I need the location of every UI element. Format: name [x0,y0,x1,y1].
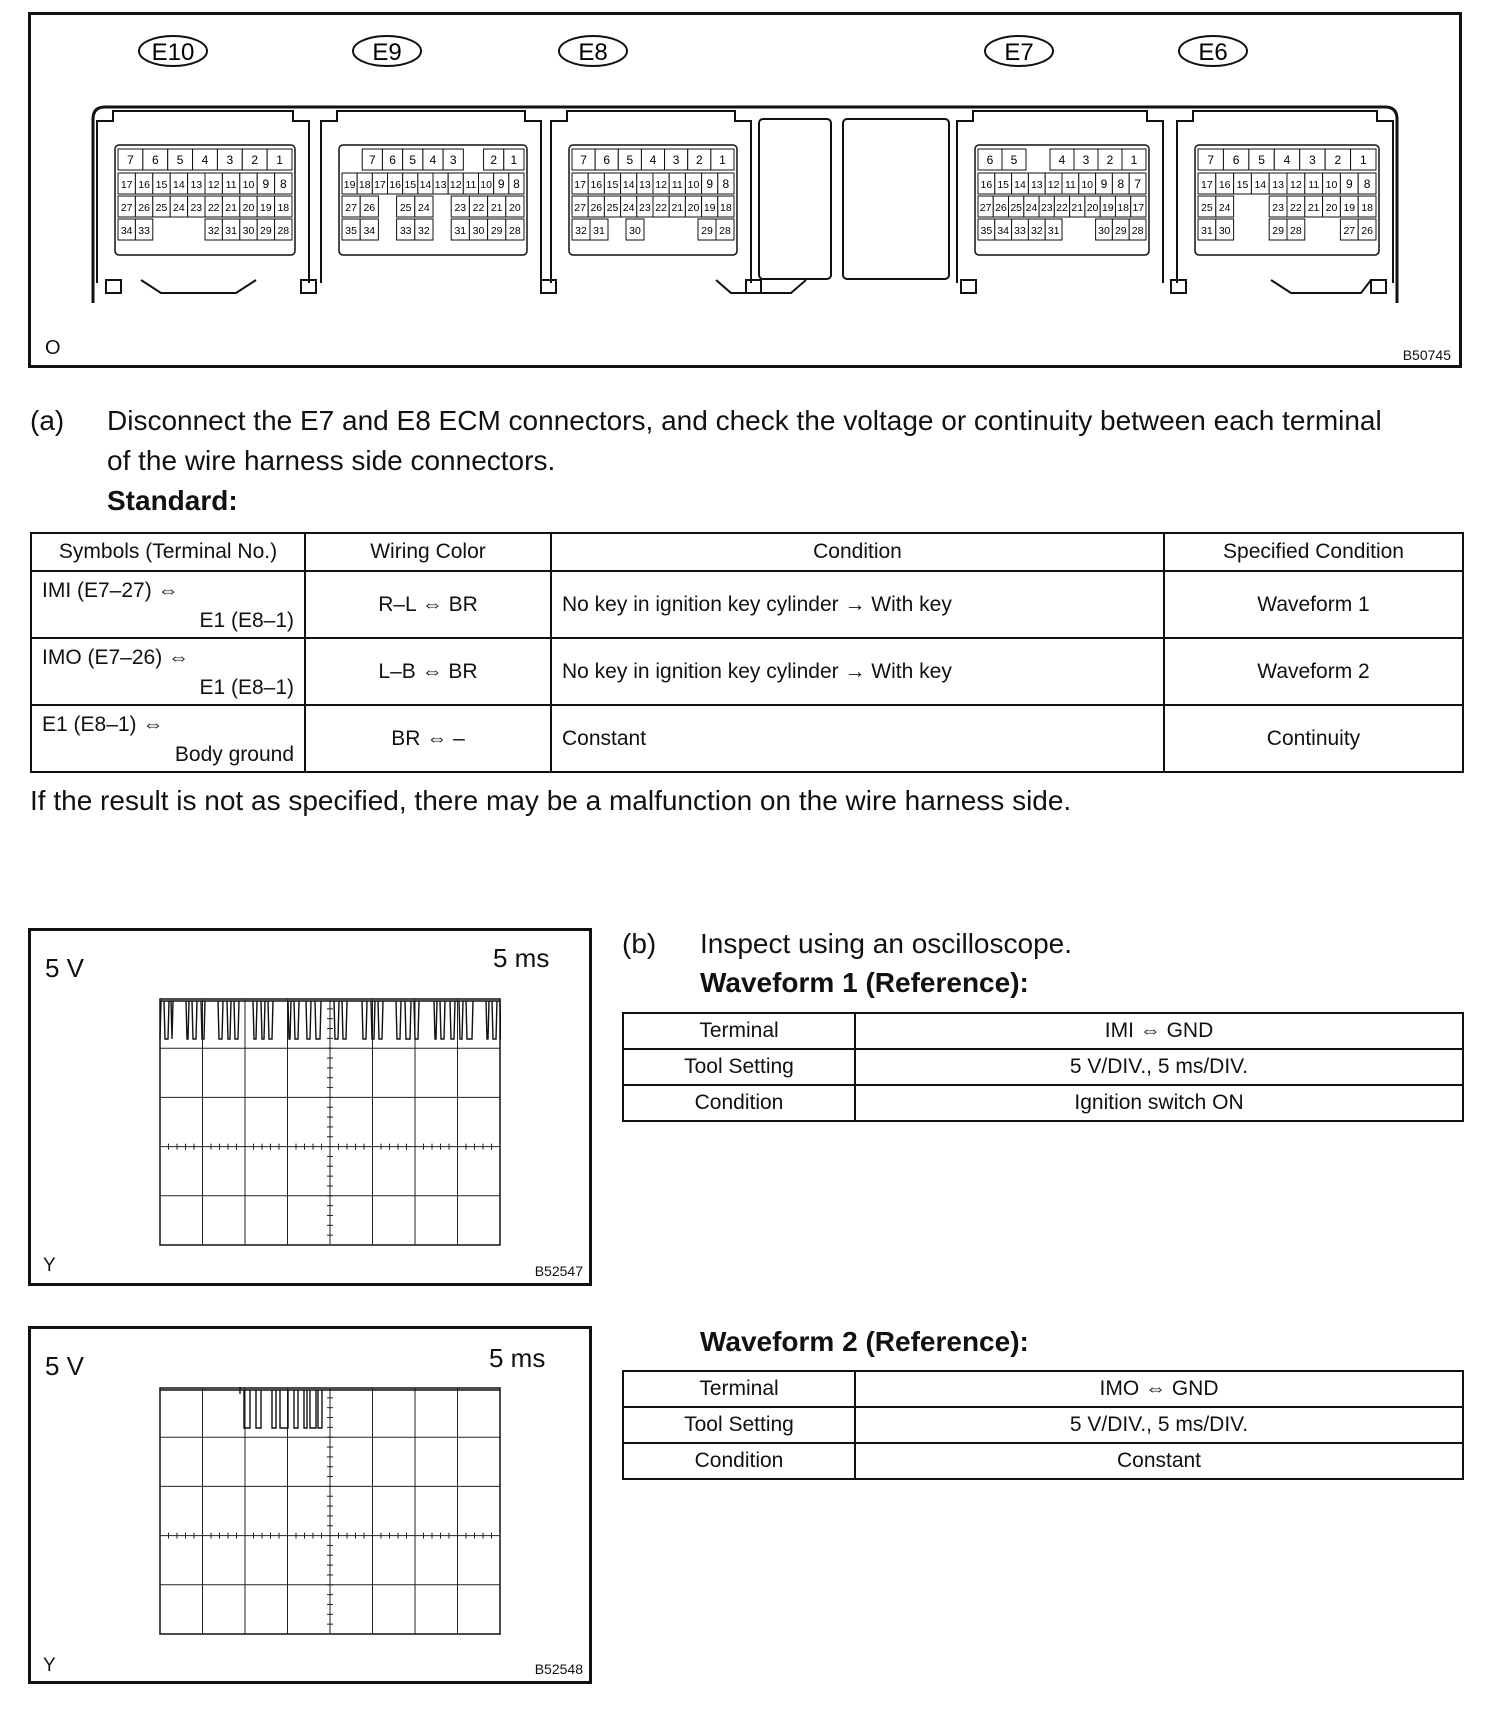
terminal-number: 14 [419,179,432,191]
terminal-number: 12 [1047,179,1060,191]
terminal-number: 29 [260,225,272,237]
terminal-number: 14 [622,179,635,191]
terminal-number: 34 [363,225,376,237]
terminal-number: 31 [1047,225,1060,237]
terminal-number: 31 [225,225,237,237]
terminal-number: 22 [655,202,667,214]
row-label: Condition [623,1085,855,1121]
terminal-number: 2 [695,153,703,167]
step-a-text-line1: Disconnect the E7 and E8 ECM connectors, and check the voltage or continuity between each terminal [107,405,1382,436]
terminal-number: 28 [1131,225,1144,237]
terminal-number: 9 [1100,177,1108,191]
symbol-line1: IMI (E7–27) ⇔ [42,578,179,602]
terminal-number: 21 [671,202,684,214]
terminal-number: 16 [1218,179,1231,191]
wiring-color: R–L ⇔ BR [305,571,551,638]
terminal-number: 18 [277,202,290,214]
table-row [31,571,1463,638]
header-specified-condition: Specified Condition [1164,533,1463,571]
row-label: Terminal [623,1013,855,1049]
terminal-number: 12 [449,179,462,191]
terminal-number: 13 [190,179,203,191]
terminal-number: 19 [343,179,356,191]
connector-latch [141,280,256,293]
terminal-number: 30 [1218,225,1231,237]
terminal-number: 33 [138,225,150,237]
connector-label [1179,36,1247,66]
terminal-number: 2 [1334,153,1342,167]
terminal-number: 26 [363,202,376,214]
blank-socket [759,119,831,279]
terminal-number: 6 [986,153,994,167]
terminal-number: 18 [720,202,732,214]
row-value: IMO ⇔ GND [855,1371,1463,1407]
terminal-number: 32 [1030,225,1043,237]
terminal-number: 10 [480,179,492,191]
terminal-number: 7 [580,153,587,167]
table-row [623,1013,1463,1049]
condition: No key in ignition key cylinder → With key [551,571,1164,638]
terminal-number: 1 [276,153,283,167]
terminal-number: 2 [1106,153,1114,167]
terminal-number: 26 [1361,225,1373,237]
terminal-number: 24 [418,202,430,214]
terminal-number: 12 [1290,179,1302,191]
blank-socket [843,119,949,279]
terminal-number: 19 [703,202,716,214]
standard-table-header [31,533,1463,571]
terminal-number: 11 [465,179,477,191]
terminal-number: 32 [575,225,587,237]
waveform-1-graph [159,998,501,1246]
terminal-number: 13 [639,179,651,191]
terminal-number: 24 [1218,202,1231,214]
terminal-number: 17 [1201,179,1213,191]
terminal-number: 32 [207,225,220,237]
ecm-connector-drawing [31,15,1459,365]
connector-label-text: E6 [1198,39,1228,66]
terminal-number: 20 [1086,202,1099,214]
terminal-number: 23 [190,202,203,214]
terminal-number: 21 [1307,202,1320,214]
terminal-number: 22 [207,202,220,214]
table-row [623,1443,1463,1479]
terminal-number: 2 [490,153,498,167]
waveform-2-heading: Waveform 2 (Reference): [700,1326,1029,1357]
terminal-number: 8 [1117,177,1125,191]
terminal-number: 3 [1309,153,1316,167]
terminal-number: 30 [472,225,485,237]
connector-label [559,36,627,66]
terminal-number: 14 [1254,179,1267,191]
terminal-number: 11 [225,179,237,191]
terminal-number: 33 [399,225,412,237]
terminal-number: 31 [593,225,605,237]
terminal-number: 4 [649,153,657,167]
table-row [623,1407,1463,1443]
terminal-number: 14 [173,179,185,191]
row-value: 5 V/DIV., 5 ms/DIV. [855,1407,1463,1443]
oscilloscope-figure-2 [28,1326,592,1684]
terminal-number: 11 [671,179,683,191]
terminal-number: 15 [606,179,619,191]
terminal-number: 31 [1201,225,1213,237]
terminal-number: 15 [1236,179,1249,191]
row-label: Tool Setting [623,1407,855,1443]
terminal-number: 35 [345,225,357,237]
terminal-number: 9 [262,177,270,191]
terminal-number: 23 [639,202,651,214]
specified-condition: Waveform 1 [1164,571,1463,638]
terminal-number: 16 [980,179,993,191]
connector-label-text: E9 [372,39,402,66]
connector-label-text: E10 [151,39,195,66]
terminal-number: 30 [1098,225,1110,237]
terminal-number: 6 [603,153,611,167]
oscilloscope-figure-1 [28,928,592,1286]
specified-condition: Continuity [1164,705,1463,772]
terminal-number: 25 [155,202,168,214]
terminal-number: 2 [251,153,259,167]
terminal-number: 31 [454,225,467,237]
terminal-number: 20 [509,202,521,214]
terminal-number: 16 [138,179,150,191]
terminal-number: 6 [151,153,159,167]
terminal-number: 5 [176,153,184,167]
terminal-number: 4 [201,153,209,167]
terminal-number: 27 [574,202,586,214]
symbol-line2: Body ground [174,742,294,766]
terminal-number: 9 [497,177,505,191]
terminal-number: 29 [1114,225,1127,237]
terminal-number: 10 [687,179,700,191]
terminal-number: 28 [719,225,731,237]
terminal-number: 17 [120,179,133,191]
terminal-number: 23 [1272,202,1284,214]
row-value: Constant [855,1443,1463,1479]
terminal-number: 24 [622,202,635,214]
symbol-line2: E1 (E8–1) [199,608,294,632]
result-note: If the result is not as specified, there may be a malfunction on the wire harness side. [30,785,1072,816]
terminal-number: 27 [120,202,133,214]
terminal-number: 11 [1308,179,1320,191]
connector-latch [1271,280,1371,293]
terminal-number: 7 [368,153,376,167]
terminal-number: 5 [626,153,634,167]
header-symbols: Symbols (Terminal No.) [31,533,305,571]
terminal-number: 15 [155,179,168,191]
table-row [31,638,1463,705]
table-row [623,1085,1463,1121]
wiring-color: BR ⇔ – [305,705,551,772]
terminal-number: 17 [574,179,586,191]
terminal-number: 1 [719,153,726,167]
header-condition: Condition [551,533,1164,571]
terminal-number: 9 [706,177,714,191]
connector-foot [106,280,121,293]
terminal-number: 8 [1363,177,1371,191]
terminal-number: 10 [1325,179,1338,191]
volt-label: 5 V [45,1351,85,1381]
terminal-number: 17 [1132,202,1145,214]
terminal-number: 26 [590,202,603,214]
terminal-number: 25 [399,202,412,214]
connector-block [97,111,309,283]
row-value: IMI ⇔ GND [855,1013,1463,1049]
terminal-number: 34 [120,225,133,237]
terminal-number: 8 [513,177,520,191]
symbol-line2: E1 (E8–1) [199,675,294,699]
volt-label: 5 V [45,953,85,983]
connector-label [139,36,207,66]
terminal-number: 5 [1010,153,1018,167]
connector-foot [1371,280,1386,293]
connector-label [353,36,421,66]
terminal-number: 11 [1064,179,1076,191]
terminal-number: 35 [980,225,993,237]
terminal-number: 25 [606,202,619,214]
step-b-text: Inspect using an oscilloscope. [700,928,1072,959]
table-row [623,1371,1463,1407]
connector-foot [746,280,761,293]
header-wiring-color: Wiring Color [305,533,551,571]
terminal-number: 20 [242,202,255,214]
symbol-line1: E1 (E8–1) ⇔ [42,712,164,736]
connector-foot [541,280,556,293]
standard-table [30,532,1464,773]
connector-block [957,111,1163,283]
row-value: Ignition switch ON [855,1085,1463,1121]
terminal-number: 7 [1207,153,1215,167]
terminal-number: 17 [374,179,386,191]
connector-foot [1171,280,1186,293]
standard-heading: Standard: [107,485,238,516]
terminal-number: 14 [1014,179,1026,191]
connector-block [551,111,751,283]
terminal-number: 32 [418,225,430,237]
table-row [31,705,1463,772]
terminal-number: 27 [979,202,992,214]
waveform-1-heading: Waveform 1 (Reference): [700,967,1029,998]
symbol-line1: IMO (E7–26) ⇔ [42,645,190,669]
terminal-number: 7 [1134,177,1141,191]
terminal-number: 13 [1030,179,1043,191]
terminal-number: 1 [1130,153,1138,167]
step-a-text-line2: of the wire harness side connectors. [107,445,556,476]
connector-figure-id: B50745 [1402,347,1451,363]
connector-figure [28,12,1462,368]
terminal-number: 1 [510,153,518,167]
terminal-number: 23 [454,202,467,214]
wiring-color: L–B ⇔ BR [305,638,551,705]
terminal-number: 7 [127,153,134,167]
terminal-number: 3 [1082,153,1090,167]
step-a-marker: (a) [30,405,65,436]
corner-mark: Y [43,1655,56,1676]
terminal-number: 21 [490,202,503,214]
terminal-number: 24 [173,202,185,214]
terminal-number: 25 [1201,202,1213,214]
terminal-number: 21 [1071,202,1084,214]
waveform-1-table [622,1012,1464,1122]
connector-figure-corner-mark: O [45,337,61,359]
terminal-number: 26 [995,202,1007,214]
row-label: Tool Setting [623,1049,855,1085]
terminal-number: 24 [1025,202,1038,214]
terminal-number: 21 [225,202,237,214]
terminal-number: 29 [490,225,503,237]
terminal-number: 34 [997,225,1010,237]
connector-label [985,36,1053,66]
terminal-number: 25 [1010,202,1023,214]
terminal-number: 6 [389,153,396,167]
step-b-marker: (b) [622,928,657,959]
terminal-number: 30 [242,225,255,237]
table-row [623,1049,1463,1085]
terminal-number: 20 [1325,202,1338,214]
terminal-number: 22 [1056,202,1068,214]
terminal-number: 8 [722,177,730,191]
terminal-number: 10 [1081,179,1094,191]
specified-condition: Waveform 2 [1164,638,1463,705]
terminal-number: 28 [1290,225,1302,237]
connector-foot [961,280,976,293]
time-label: 5 ms [493,943,550,973]
row-label: Terminal [623,1371,855,1407]
terminal-number: 13 [434,179,447,191]
terminal-number: 8 [279,177,287,191]
terminal-number: 22 [1290,202,1302,214]
terminal-number: 1 [1359,153,1367,167]
condition: No key in ignition key cylinder → With key [551,638,1164,705]
connector-block [1177,111,1393,283]
terminal-number: 18 [1361,202,1373,214]
terminal-number: 4 [429,153,437,167]
terminal-number: 16 [590,179,603,191]
terminal-number: 23 [1040,202,1053,214]
condition: Constant [551,705,1164,772]
terminal-number: 19 [1343,202,1356,214]
terminal-number: 20 [687,202,700,214]
terminal-number: 15 [997,179,1010,191]
terminal-number: 22 [472,202,485,214]
terminal-number: 3 [449,153,457,167]
terminal-number: 18 [1117,202,1129,214]
terminal-number: 9 [1345,177,1353,191]
terminal-number: 26 [138,202,150,214]
terminal-number: 19 [260,202,272,214]
terminal-number: 6 [1232,153,1240,167]
terminal-number: 5 [1258,153,1265,167]
terminal-number: 5 [409,153,417,167]
terminal-number: 27 [1343,225,1356,237]
terminal-number: 4 [1283,153,1291,167]
connector-block [321,111,541,283]
connector-label-text: E8 [578,39,608,66]
figure-id: B52547 [534,1263,583,1279]
row-label: Condition [623,1443,855,1479]
terminal-number: 4 [1058,153,1066,167]
terminal-number: 12 [207,179,220,191]
terminal-number: 29 [701,225,713,237]
terminal-number: 3 [226,153,234,167]
terminal-number: 33 [1014,225,1026,237]
terminal-number: 29 [1272,225,1284,237]
terminal-number: 12 [655,179,667,191]
terminal-number: 18 [358,179,371,191]
terminal-number: 19 [1101,202,1114,214]
terminal-number: 27 [345,202,357,214]
terminal-number: 16 [389,179,401,191]
figure-id: B52548 [534,1661,583,1677]
terminal-number: 3 [672,153,680,167]
corner-mark: Y [43,1255,56,1276]
connector-label-text: E7 [1004,39,1034,66]
row-value: 5 V/DIV., 5 ms/DIV. [855,1049,1463,1085]
waveform-2-graph [159,1387,501,1635]
terminal-number: 30 [629,225,641,237]
terminal-number: 10 [242,179,255,191]
terminal-number: 28 [277,225,290,237]
time-label: 5 ms [489,1343,546,1373]
terminal-number: 28 [509,225,521,237]
terminal-number: 13 [1272,179,1284,191]
waveform-2-table [622,1370,1464,1480]
terminal-number: 15 [404,179,417,191]
